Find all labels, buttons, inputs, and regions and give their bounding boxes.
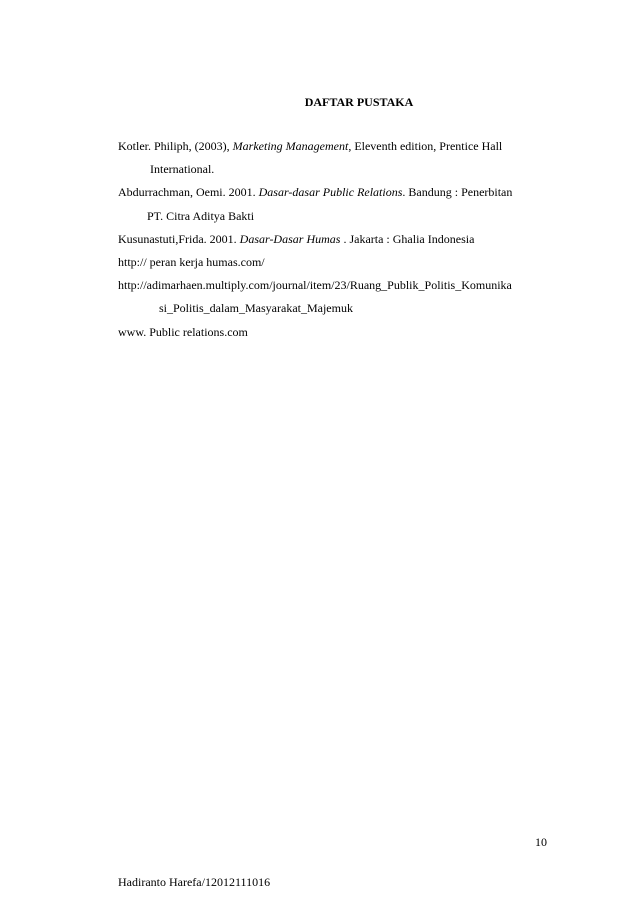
reference-2-details: . Bandung : Penerbitan: [402, 185, 513, 200]
reference-3-line-1: [118, 228, 558, 251]
reference-2-line-2: PT. Citra Aditya Bakti: [147, 208, 255, 223]
reference-1-line-1: [118, 135, 558, 158]
reference-1-details: , Eleventh edition, Prentice Hall: [348, 139, 503, 153]
reference-1-book-title: Marketing Management: [232, 139, 349, 153]
reference-2-book-title: Dasar-dasar Public Relations: [258, 185, 403, 200]
reference-5-line-2: si_Politis_dalam_Masyarakat_Majemuk: [159, 301, 353, 316]
reference-1-text: Kotler. Philiph, (2003),: [118, 139, 233, 153]
reference-5-line-1: http://adimarhaen.multiply.com/journal/item/23/Ruang_Publik_Politis_Komunika: [118, 278, 512, 293]
page-title: DAFTAR PUSTAKA: [304, 95, 414, 109]
reference-3-text: Kusunastuti,Frida. 2001.: [118, 231, 240, 246]
reference-list: [118, 135, 558, 344]
reference-1-line-2: International.: [150, 162, 215, 177]
page-number: 10: [535, 835, 547, 849]
reference-4-line-1: http:// peran kerja humas.com/: [118, 254, 265, 269]
page-footer: Hadiranto Harefa/12012111016: [118, 875, 271, 889]
reference-3-details: . Jakarta : Ghalia Indonesia: [340, 231, 475, 246]
reference-2-text: Abdurrachman, Oemi. 2001.: [118, 185, 259, 200]
reference-6-line-1: www. Public relations.com: [118, 324, 248, 339]
reference-2-line-1: [118, 181, 558, 204]
reference-3-book-title: Dasar-Dasar Humas: [239, 231, 341, 246]
